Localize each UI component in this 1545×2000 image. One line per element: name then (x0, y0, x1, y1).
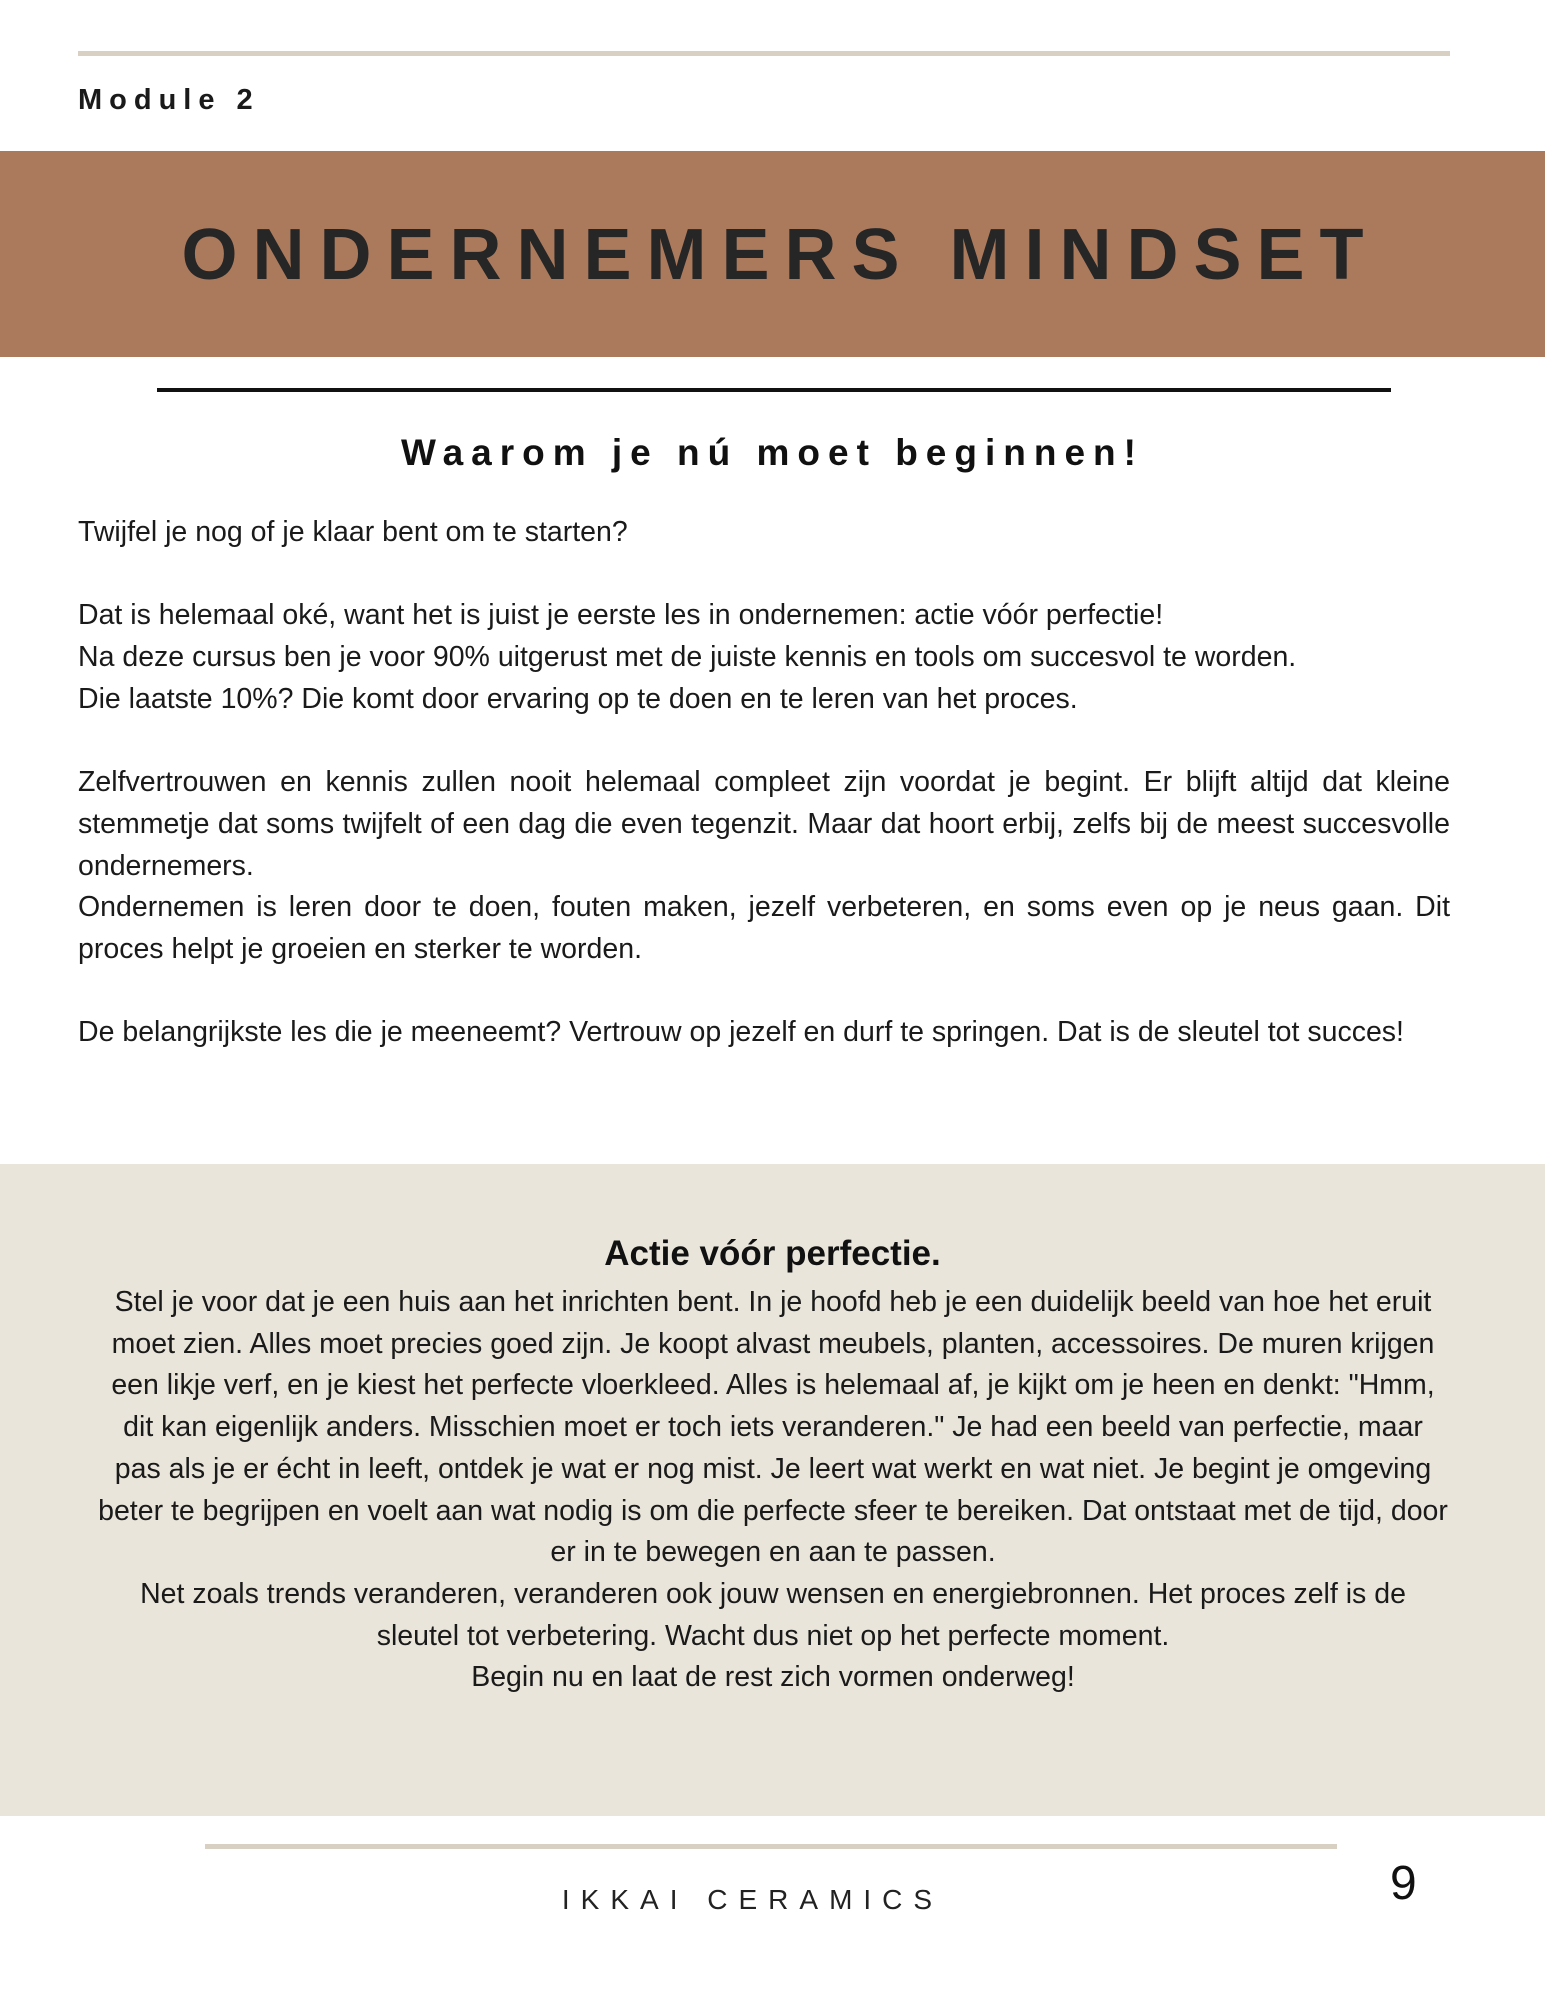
paragraph: Die laatste 10%? Die komt door ervaring op te doen en te leren van het proces. (78, 682, 1078, 715)
paragraph: Ondernemen is leren door te doen, fouten maken, jezelf verbeteren, en soms even op je neus gaan. Dit proces helpt je groeien en sterker te worden. (78, 891, 1450, 965)
section-subtitle: Waarom je nú moet beginnen! (401, 432, 1144, 473)
paragraph: Dat is helemaal oké, want het is juist je eerste les in ondernemen: actie vóór perfectie! (78, 599, 1164, 632)
page-number: 9 (1390, 1857, 1417, 1910)
footer-divider (205, 1844, 1337, 1849)
panel-title: Actie vóór perfectie. (604, 1234, 941, 1273)
paragraph: Stel je voor dat je een huis aan het inrichten bent. In je hoofd heb je een duidelijk beeld van hoe het eruit moet zien. Alles moet precies goed zijn. Je koopt alvast meubels, planten, accessoires. De muren krijgen een likje verf, en je kiest het perfecte vloerkleed. Alles is helemaal af, je kijkt om je heen en denkt: "Hmm, dit kan eigenlijk anders. Misschien moet er toch iets veranderen." Je had een beeld van perfectie, maar pas als je er écht in leeft, ontdek je wat er nog mist. Je leert wat werkt en wat niet. Je begint je omgeving beter te begrijpen en voelt aan wat nodig is om die perfecte sfeer te bereiken. Dat ontstaat met de tijd, door er in te bewegen en aan te passen. (98, 1286, 1448, 1569)
paragraph: Twijfel je nog of je klaar bent om te starten? (78, 516, 628, 548)
paragraph: Na deze cursus ben je voor 90% uitgerust met de juiste kennis en tools om succesvol te worden. (78, 641, 1297, 674)
panel-text (98, 1282, 1448, 1699)
footer-brand: IKKAI CERAMICS (561, 1884, 944, 1915)
paragraph: Begin nu en laat de rest zich vormen onderweg! (471, 1661, 1075, 1694)
module-label: Module 2 (78, 84, 260, 116)
intro-text (78, 512, 1450, 1054)
paragraph: De belangrijkste les die je meeneemt? Vertrouw op jezelf en durf te springen. Dat is de sleutel tot succes! (78, 1016, 1404, 1049)
paragraph: Zelfvertrouwen en kennis zullen nooit helemaal compleet zijn voordat je begint. Er blijft altijd dat kleine stemmetje dat soms twijfelt of een dag die even tegenzit. Maar dat hoort erbij, zelfs bij de meest succesvolle ondernemers. (78, 766, 1450, 882)
page-title: ONDERNEMERS MINDSET (181, 215, 1379, 295)
title-divider (157, 388, 1391, 392)
paragraph: Net zoals trends veranderen, veranderen ook jouw wensen en energiebronnen. Het proces zelf is de sleutel tot verbetering. Wacht dus niet op het perfecte moment. (140, 1577, 1406, 1652)
top-divider (78, 51, 1450, 56)
